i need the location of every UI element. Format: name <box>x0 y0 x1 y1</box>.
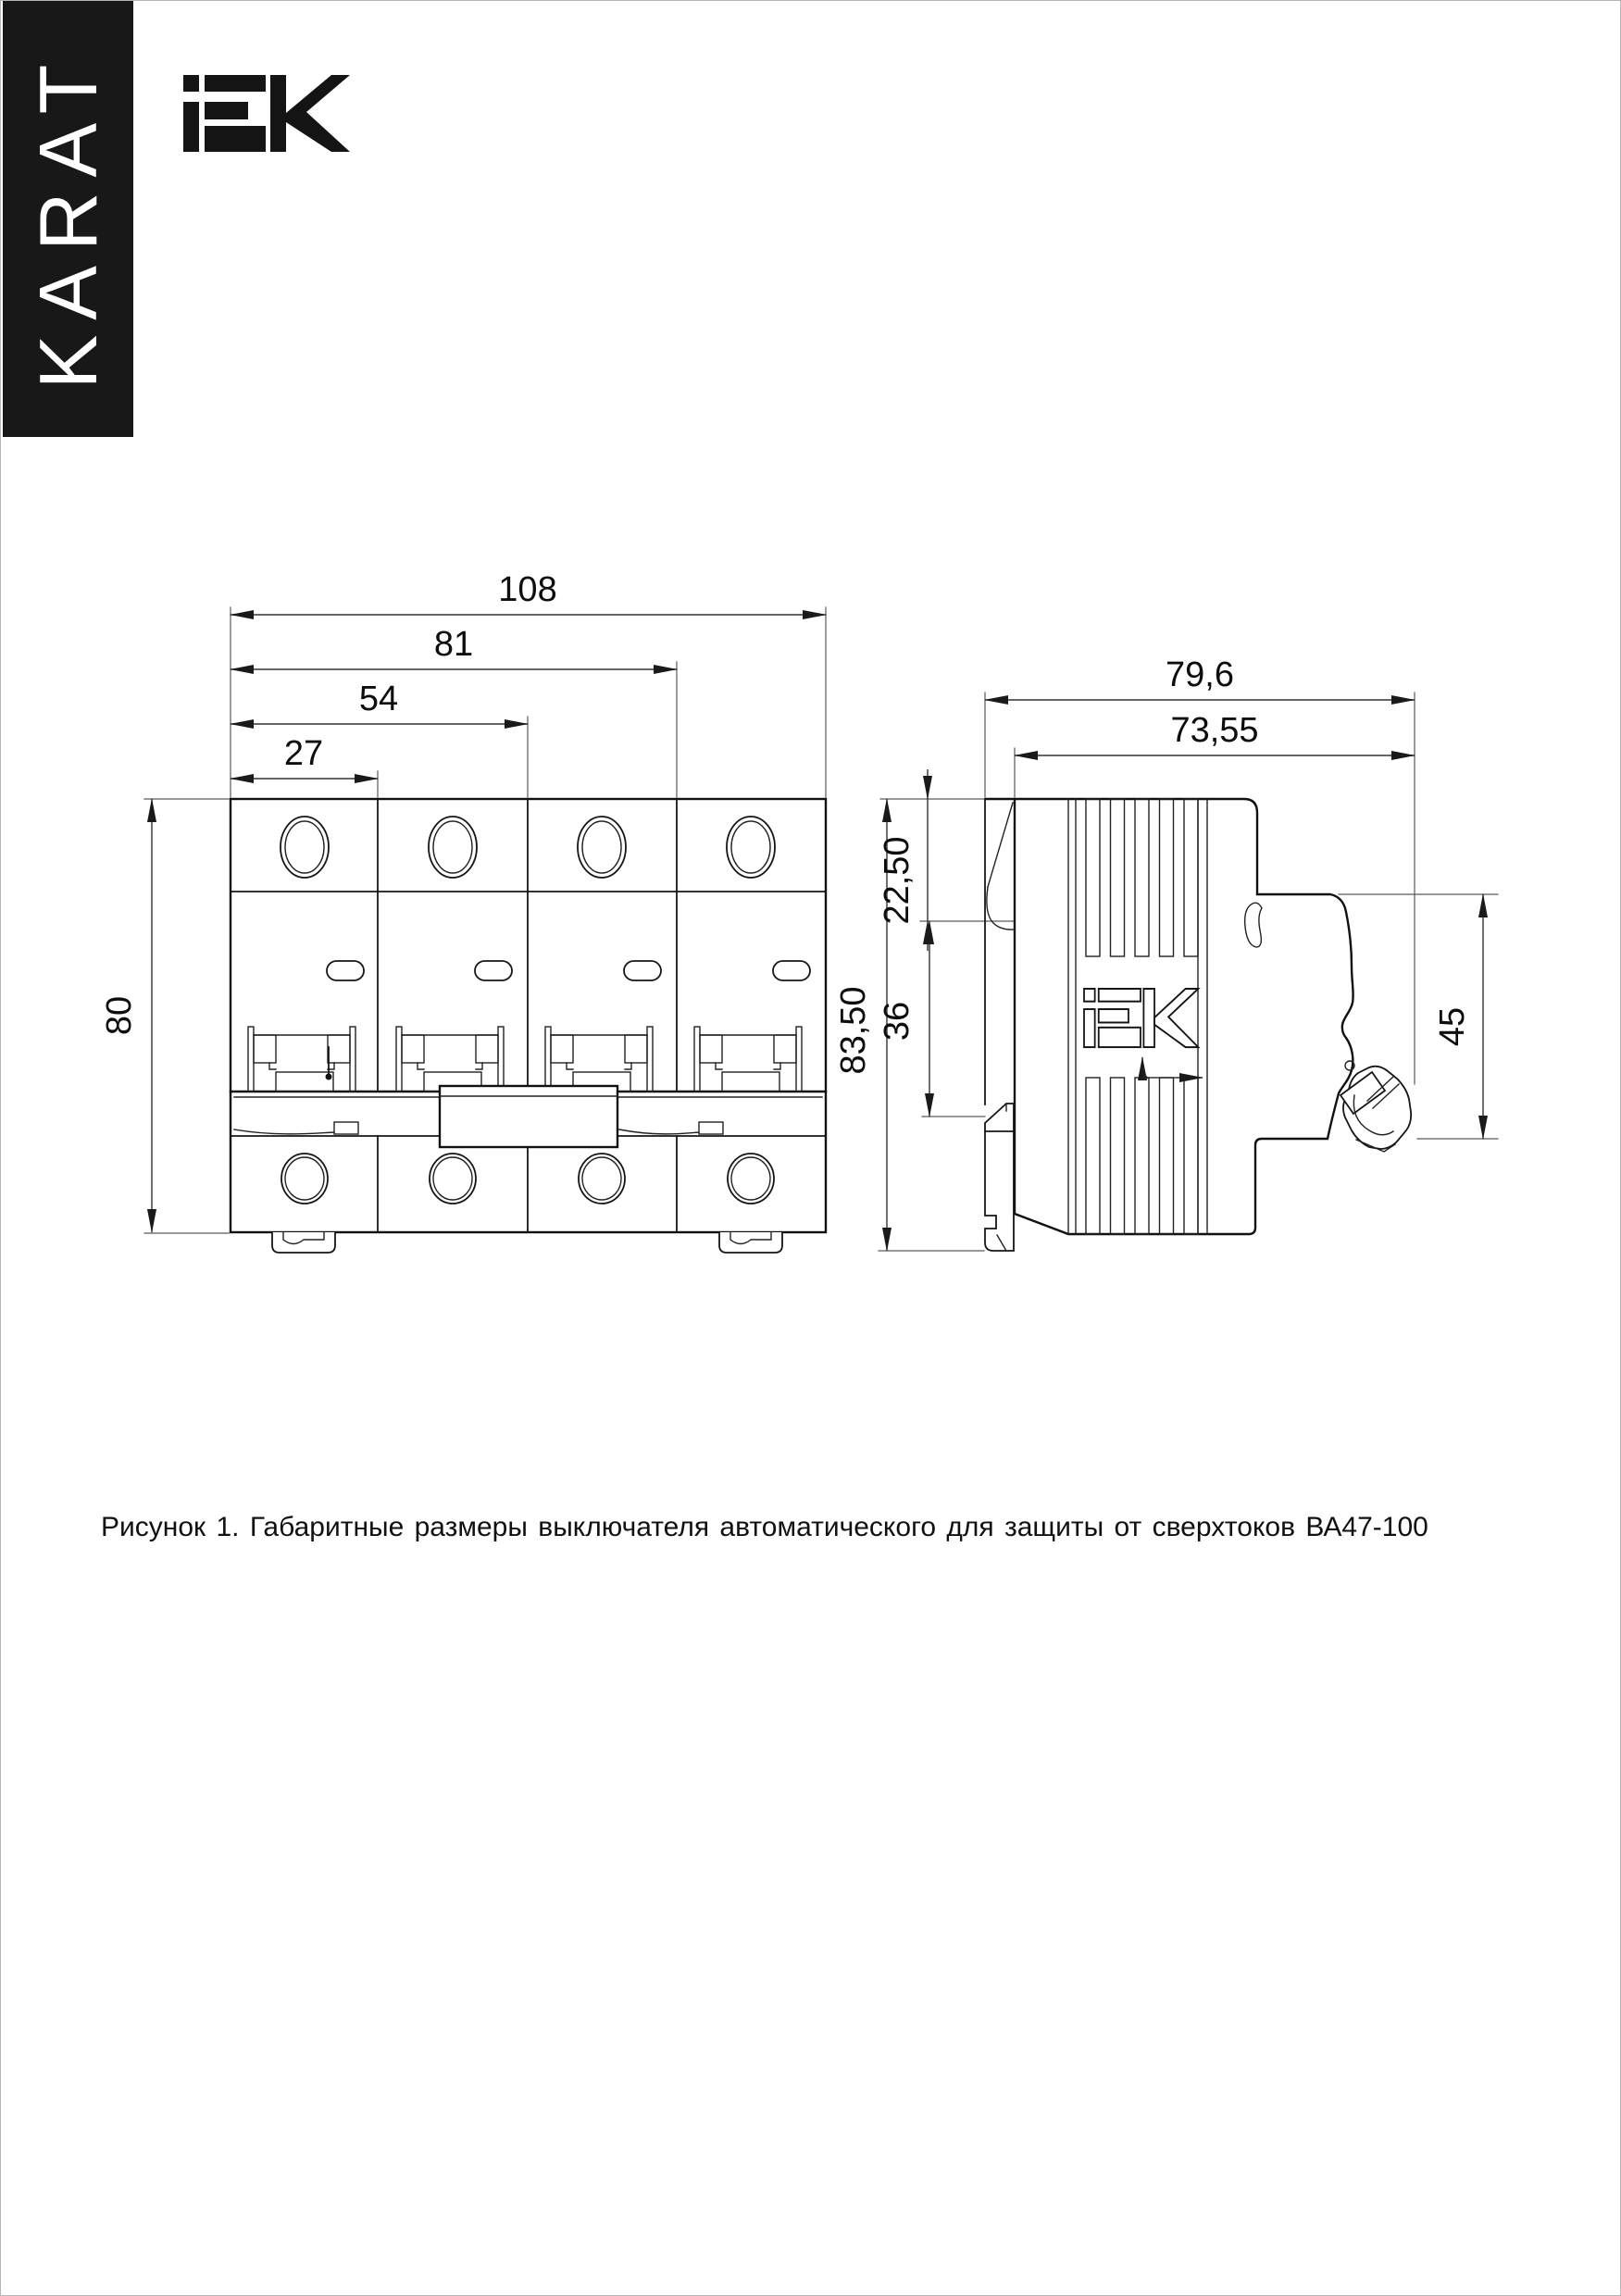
front-view <box>100 570 826 1253</box>
central-interlock-plate <box>440 1086 617 1147</box>
dimension-depth-73-55 <box>1015 711 1415 755</box>
dimension-face-45 <box>1433 894 1483 1139</box>
dimension-width-81 <box>231 625 677 669</box>
dimension-width-108 <box>231 570 826 615</box>
dim-label-36: 36 <box>878 1001 916 1042</box>
side-view <box>834 655 1498 1251</box>
dim-label-22-50: 22,50 <box>878 836 916 925</box>
technical-drawing <box>1 1 1621 2296</box>
iek-logo <box>183 75 350 152</box>
dimension-depth-79-6 <box>985 655 1415 700</box>
dimension-width-54 <box>231 680 528 724</box>
dim-label-45: 45 <box>1433 1006 1472 1047</box>
dim-label-27: 27 <box>283 734 324 773</box>
karat-brand-label: KARAT <box>21 49 114 389</box>
din-foot-right <box>719 1232 782 1253</box>
dim-label-79-6: 79,6 <box>1166 655 1234 694</box>
dim-label-80: 80 <box>100 995 139 1036</box>
figure-caption: Рисунок 1. Габаритные размеры выключателя автоматического для защиты от сверхтоков ВА47-100 <box>101 1512 1428 1542</box>
din-foot-left <box>272 1232 335 1253</box>
din-upper-hook <box>987 887 1015 930</box>
din-clip-tab <box>985 1104 1014 1131</box>
din-rail-channel <box>985 799 1015 1251</box>
dimension-height-80 <box>100 799 152 1232</box>
dim-label-108: 108 <box>498 570 557 609</box>
dim-label-81: 81 <box>433 625 474 664</box>
dim-label-83-50: 83,50 <box>834 986 873 1075</box>
dim-label-54: 54 <box>358 680 399 718</box>
dimension-width-27 <box>231 734 378 779</box>
dimension-mid-36 <box>878 921 929 1117</box>
toggle-lever <box>1340 1067 1411 1152</box>
dimension-top-22-50 <box>878 769 928 951</box>
din-clip-body <box>985 1131 1014 1251</box>
dim-label-73-55: 73,55 <box>1170 711 1259 750</box>
